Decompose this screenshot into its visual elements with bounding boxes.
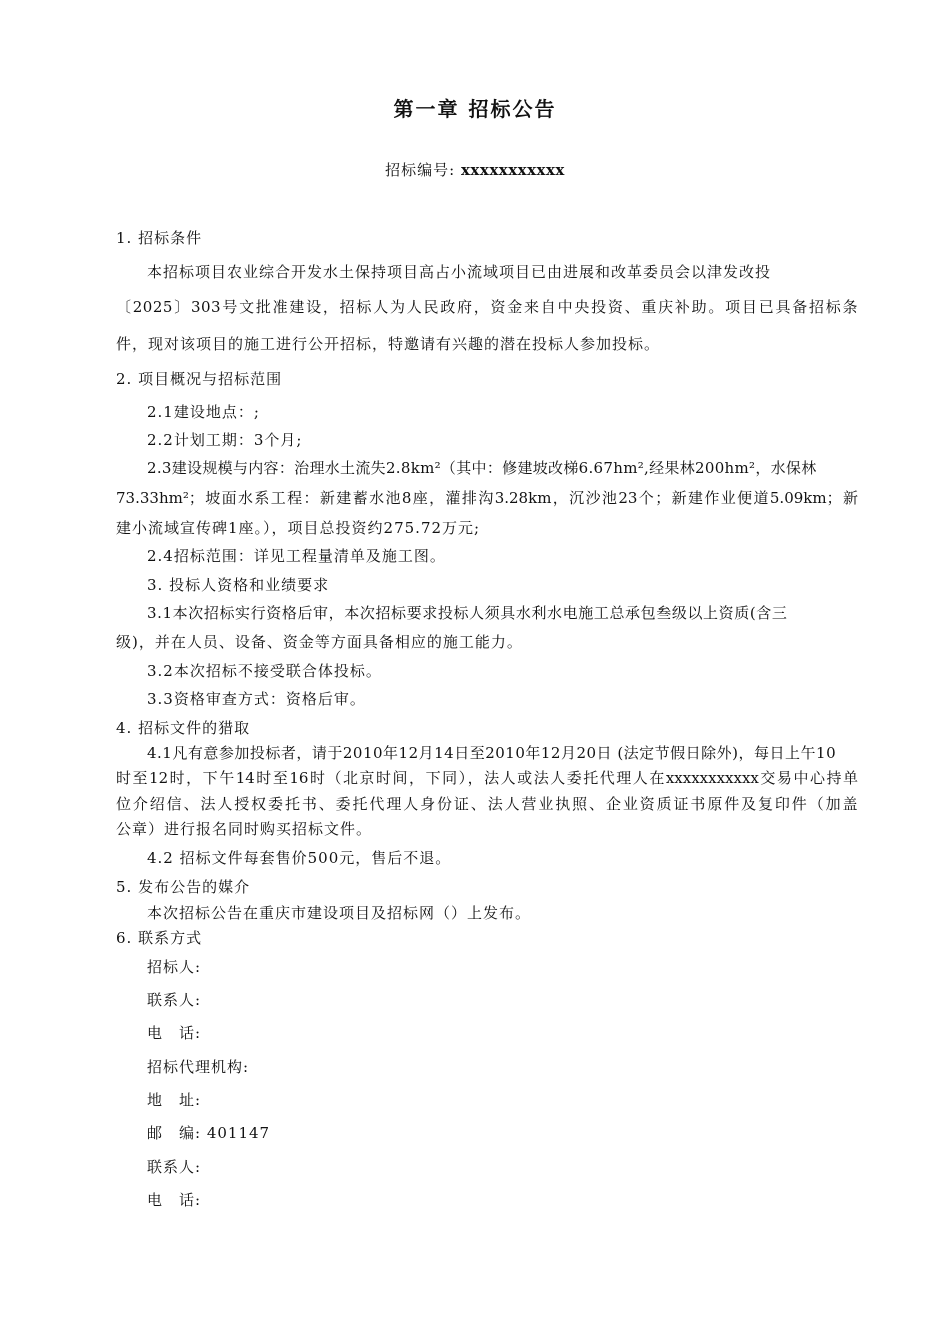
section-2-item-3-line-2: 73.33hm²；坡面水系工程：新建蓄水池8座，灌排沟3.28km，沉沙池23个；新建作业便道5.09km；新 xyxy=(116,489,858,507)
contact-phone-1: 电 话: xyxy=(147,1024,202,1042)
section-5-text: 本次招标公告在重庆市建设项目及招标网（）上发布。 xyxy=(147,904,532,922)
section-2-item-3-line-1: 2.3建设规模与内容：治理水土流失2.8km²（其中：修建坡改梯6.67hm²,经果林200hm²，水保林 xyxy=(147,459,817,477)
section-2-item-2: 2.2计划工期：3个月; xyxy=(147,431,303,449)
section-1-line-1: 本招标项目农业综合开发水土保持项目高占小流域项目已由进展和改革委员会以津发改投 xyxy=(147,263,772,281)
section-4-item-2: 4.2 招标文件每套售价500元，售后不退。 xyxy=(147,849,452,867)
contact-person-2: 联系人: xyxy=(147,1158,202,1176)
bid-number xyxy=(0,160,950,180)
section-2-heading: 2. 项目概况与招标范围 xyxy=(116,370,283,388)
section-1-heading: 1. 招标条件 xyxy=(116,229,203,247)
section-1-line-2: 〔2025〕303号文批准建设，招标人为人民政府，资金来自中央投资、重庆补助。项目已具备招标条 xyxy=(116,298,858,316)
section-4-item-1-line-3: 位介绍信、法人授权委托书、委托代理人身份证、法人营业执照、企业资质证书原件及复印件（加盖 xyxy=(116,795,858,813)
section-4-heading: 4. 招标文件的猎取 xyxy=(116,719,251,737)
section-3-item-2: 3.2本次招标不接受联合体投标。 xyxy=(147,662,382,680)
section-3-heading: 3. 投标人资格和业绩要求 xyxy=(147,576,330,594)
section-2-item-3-line-3: 建小流域宣传碑1座。），项目总投资约275.72万元; xyxy=(116,519,481,537)
contact-postcode: 邮 编: 401147 xyxy=(147,1124,271,1142)
section-5-heading: 5. 发布公告的媒介 xyxy=(116,878,251,896)
contact-tenderer: 招标人: xyxy=(147,958,202,976)
section-2-item-4: 2.4招标范围：详见工程量清单及施工图。 xyxy=(147,547,446,565)
contact-agency: 招标代理机构: xyxy=(147,1058,250,1076)
section-1-line-3: 件，现对该项目的施工进行公开招标，特邀请有兴趣的潜在投标人参加投标。 xyxy=(116,335,661,353)
section-4-item-1-line-4: 公章）进行报名同时购买招标文件。 xyxy=(116,820,373,838)
section-3-item-1-line-2: 级)，并在人员、设备、资金等方面具备相应的施工能力。 xyxy=(116,633,523,651)
contact-person-1: 联系人: xyxy=(147,991,202,1009)
section-6-heading: 6. 联系方式 xyxy=(116,929,203,947)
bid-number-value: xxxxxxxxxxx xyxy=(460,161,565,179)
section-4-item-1-line-1: 4.1凡有意参加投标者，请于2010年12月14日至2010年12月20日 (法定节假日除外)，每日上午10 xyxy=(147,744,837,762)
section-3-item-3: 3.3资格审查方式：资格后审。 xyxy=(147,690,366,708)
contact-address: 地 址: xyxy=(147,1091,202,1109)
section-4-item-1-line-2: 时至12时，下午14时至16时（北京时间，下同），法人或法人委托代理人在xxxxxxxxxxx交易中心持单 xyxy=(116,769,858,787)
section-3-item-1-line-1: 3.1本次招标实行资格后审，本次招标要求投标人须具水利水电施工总承包叁级以上资质(含三 xyxy=(147,604,788,622)
contact-phone-2: 电 话: xyxy=(147,1191,202,1209)
page-title: 第一章 招标公告 xyxy=(393,97,557,121)
section-2-item-1: 2.1建设地点：; xyxy=(147,403,260,421)
bid-number-label: 招标编号: xyxy=(385,161,456,179)
